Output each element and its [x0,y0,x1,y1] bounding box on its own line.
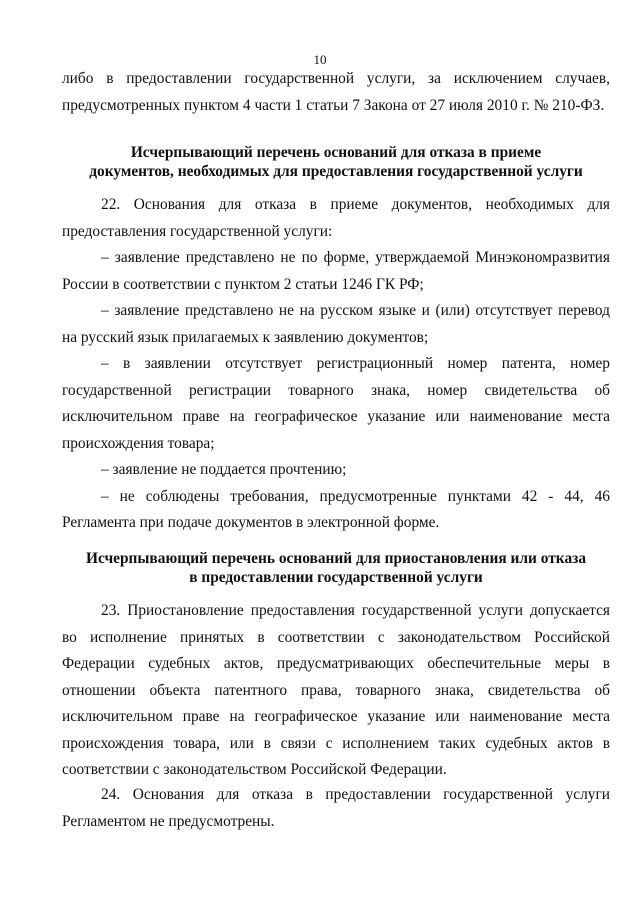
intro-paragraph [62,66,610,119]
heading-suspension-refusal-line-2: в предоставлении государственной услуги [189,569,483,586]
section-24-text: 24. Основания для отказа в предоставлении государственной услуги Регламентом не предусмотрены. [62,786,610,830]
section-22-item: – не соблюдены требования, предусмотренные пунктами 42 - 44, 46 Регламента при подаче документов в электронной форме. [62,487,610,531]
heading-refusal-acceptance-line-2: документов, необходимых для предоставления государственной услуги [89,163,583,180]
heading-suspension-refusal-line-1: Исчерпывающий перечень оснований для приостановления или отказа [85,550,587,567]
section-23-text: 23. Приостановление предоставления государственной услуги допускается во исполнение принятых в соответствии с законодательством Российской Федерации судебных актов, предусматривающих обеспечительные меры в отношении объекта патентного права, товарного знака, свидетельства об исключительном праве на географическое указание или наименование места происхождения товара, или в связи с исполнением таких судебных актов в соответствии с законодательством Российской Федерации. [62,602,610,778]
section-22-lead: 22. Основания для отказа в приеме документов, необходимых для предоставления государственной услуги: [62,196,610,240]
heading-refusal-acceptance [62,143,610,181]
intro-line-1: либо в предоставлении государственной услуги, за исключением случаев, [62,70,610,87]
section-22-item: – заявление не поддается прочтению; [101,461,347,478]
page-number: 10 [313,52,327,67]
section-24 [62,782,610,835]
section-22-item: – в заявлении отсутствует регистрационный номер патента, номер государственной регистрации товарного знака, номер свидетельства об исключительном праве на географическое указание или наименование места происхождения товара; [62,355,610,452]
section-22 [62,192,610,537]
heading-refusal-acceptance-line-1: Исчерпывающий перечень оснований для отказа в приеме [130,144,542,161]
heading-suspension-refusal [62,549,610,587]
section-23 [62,598,610,784]
intro-line-2: предусмотренных пунктом 4 части 1 статьи 7 Закона от 27 июля 2010 г. № 210-ФЗ. [62,96,605,114]
section-22-item: – заявление представлено не на русском языке и (или) отсутствует перевод на русский язык прилагаемых к заявлению документов; [62,302,610,346]
section-22-item: – заявление представлено не по форме, утверждаемой Минэкономразвития России в соответствии с пунктом 2 статьи 1246 ГК РФ; [62,249,610,293]
